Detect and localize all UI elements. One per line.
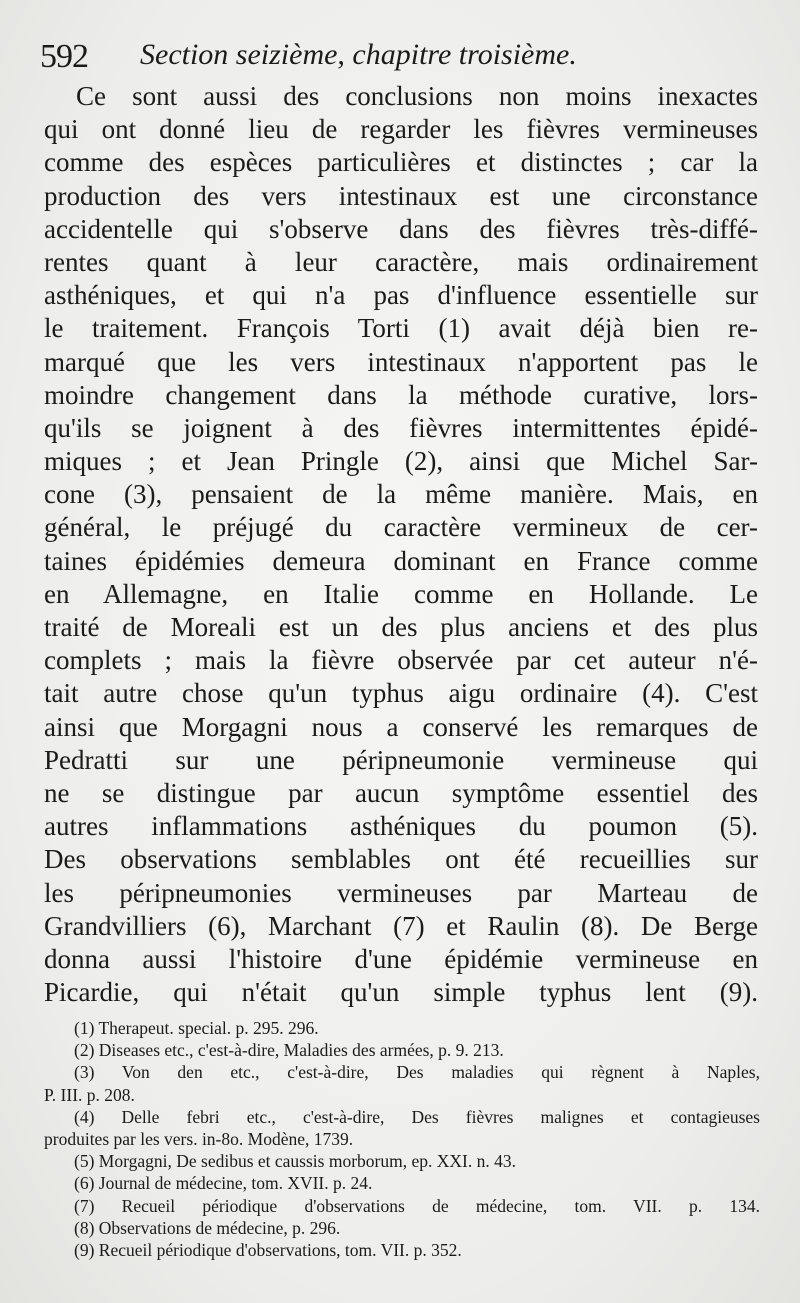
body-line: autres inflammations asthéniques du poumon (5). (44, 811, 758, 842)
body-line: qui ont donné lieu de regarder les fièvres vermineuses (44, 114, 758, 145)
body-line: marqué que les vers intestinaux n'apportent pas le (44, 346, 758, 377)
footnote: (3) Von den etc., c'est-à-dire, Des maladies qui règnent à Naples, (74, 1062, 760, 1083)
footnote-continuation: P. III. p. 208. (44, 1084, 135, 1105)
body-line: les péripneumonies vermineuses par Marteau de (44, 877, 758, 908)
footnote: (4) Delle febri etc., c'est-à-dire, Des fièvres malignes et contagieuses (74, 1106, 760, 1127)
body-line: rentes quant à leur caractère, mais ordinairement (44, 246, 758, 277)
running-title: Section seizième, chapitre troisième. (140, 38, 577, 71)
body-line: production des vers intestinaux est une circonstance (44, 180, 758, 211)
body-line: traité de Moreali est un des plus anciens et des plus (44, 612, 758, 642)
footnote: (8) Observations de médecine, p. 296. (74, 1217, 341, 1238)
body-line: Des observations semblables ont été recueillies sur (44, 844, 758, 875)
body-line: moindre changement dans la méthode curative, lors- (44, 379, 758, 410)
footnote: (9) Recueil périodique d'observations, tom. VII. p. 352. (74, 1239, 462, 1260)
footnote: (1) Therapeut. special. p. 295. 296. (74, 1018, 319, 1038)
body-line: Pedratti sur une péripneumonie vermineuse qui (44, 744, 758, 775)
body-line: miques ; et Jean Pringle (2), ainsi que Michel Sar- (44, 446, 758, 477)
body-line: accidentelle qui s'observe dans des fièvres très-diffé- (44, 213, 758, 244)
body-line: asthéniques, et qui n'a pas d'influence essentielle sur (44, 280, 758, 311)
running-header (40, 38, 760, 84)
body-line: le traitement. François Torti (1) avait déjà bien re- (44, 313, 758, 344)
footnote: (7) Recueil périodique d'observations de médecine, tom. VII. p. 134. (74, 1195, 760, 1216)
footnote: (2) Diseases etc., c'est-à-dire, Maladies des armées, p. 9. 213. (74, 1040, 504, 1061)
body-line: taines épidémies demeura dominant en France comme (44, 545, 758, 576)
page-number: 592 (40, 38, 88, 75)
body-line: qu'ils se joignent à des fièvres intermittentes épidé- (44, 412, 758, 443)
body-line: ne se distingue par aucun symptôme essentiel des (44, 777, 758, 808)
body-line: Picardie, qui n'était qu'un simple typhus lent (9). (44, 977, 758, 1008)
body-line: tait autre chose qu'un typhus aigu ordinaire (4). C'est (44, 678, 758, 709)
body-text (44, 80, 758, 1009)
body-line: en Allemagne, en Italie comme en Hollande. Le (44, 578, 758, 609)
body-line: ainsi que Morgagni nous a conservé les remarques de (44, 711, 758, 742)
body-line: complets ; mais la fièvre observée par cet auteur n'é- (44, 645, 758, 676)
body-line: donna aussi l'histoire d'une épidémie vermineuse en (44, 943, 758, 974)
body-line: général, le préjugé du caractère vermineux de cer- (44, 512, 758, 543)
body-line: comme des espèces particulières et distinctes ; car la (44, 147, 758, 178)
footnote-continuation: produites par les vers. in-8o. Modène, 1739. (44, 1128, 354, 1149)
body-line: cone (3), pensaient de la même manière. Mais, en (44, 479, 758, 510)
body-line: Ce sont aussi des conclusions non moins inexactes (76, 81, 758, 111)
footnotes (44, 1017, 760, 1261)
footnote: (6) Journal de médecine, tom. XVII. p. 24. (74, 1173, 373, 1194)
footnote: (5) Morgagni, De sedibus et caussis morborum, ep. XXI. n. 43. (74, 1151, 516, 1172)
body-line: Grandvilliers (6), Marchant (7) et Raulin (8). De Berge (44, 910, 758, 941)
